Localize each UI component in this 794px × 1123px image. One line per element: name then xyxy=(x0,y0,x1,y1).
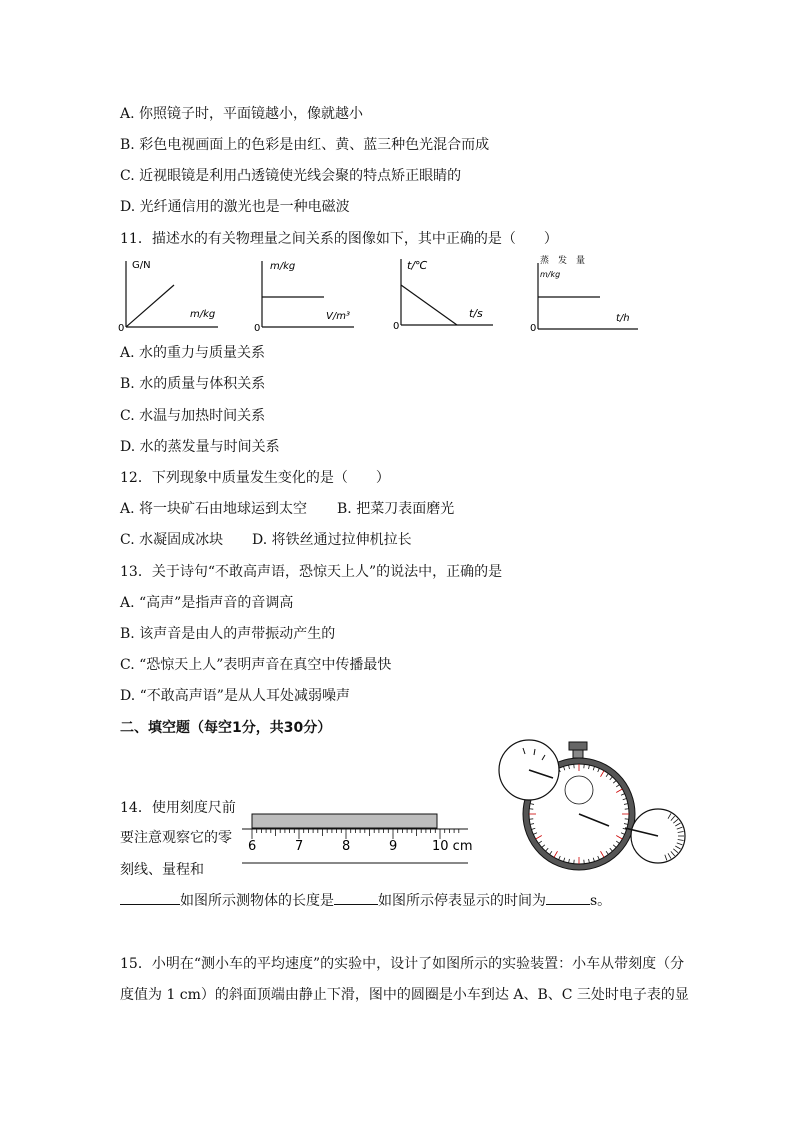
q14-text-1: 如图所示测物体的长度是 xyxy=(180,893,334,909)
graph2-x-label: V/m³ xyxy=(326,311,350,322)
graph4-origin: 0 xyxy=(530,323,537,334)
q13-option-c: C. “恐惊天上人”表明声音在真空中传播最快 xyxy=(120,657,392,673)
graph3-origin: 0 xyxy=(393,321,400,332)
graph4-y-label: 蒸 发 量 xyxy=(540,256,586,266)
q12-option-a: A. 将一块矿石由地球运到太空 xyxy=(120,501,308,517)
graph1-line xyxy=(126,285,174,327)
q15-line-2: 度值为 1 cm）的斜面顶端由静止下滑，图中的圆圈是小车到达 A、B、C 三处时电子表的显 xyxy=(120,987,689,1003)
q12-stem: 12．下列现象中质量发生变化的是（ ） xyxy=(120,470,390,486)
graph-mass-volume xyxy=(254,255,364,339)
q14-text-2: 如图所示停表显示的时间为 xyxy=(378,893,546,909)
q12-option-b: B. 把菜刀表面磨光 xyxy=(337,501,455,517)
measured-object xyxy=(252,814,437,828)
q13-option-a: A. “高声”是指声音的音调高 xyxy=(120,595,294,611)
blank-1[interactable] xyxy=(120,892,180,905)
q11-stem: 11．描述水的有关物理量之间关系的图像如下，其中正确的是（ ） xyxy=(120,231,558,247)
blank-2[interactable] xyxy=(334,892,378,905)
blank-3[interactable] xyxy=(546,892,590,905)
ruler-label-8: 8 xyxy=(342,839,351,854)
q10-option-a: A. 你照镜子时，平面镜越小，像就越小 xyxy=(120,106,364,122)
q14-line-2: 要注意观察它的零 xyxy=(120,830,232,846)
q14-text-3: s。 xyxy=(590,893,612,909)
q12-option-c: C. 水凝固成冰块 xyxy=(120,532,224,548)
ruler-label-9: 9 xyxy=(389,839,398,854)
q10-option-c: C. 近视眼镜是利用凸透镜使光线会聚的特点矫正眼睛的 xyxy=(120,168,462,184)
q13-option-b: B. 该声音是由人的声带振动产生的 xyxy=(120,626,336,642)
q11-option-d: D. 水的蒸发量与时间关系 xyxy=(120,439,280,455)
graph4-y-label-sub: m/kg xyxy=(540,270,561,279)
ruler-label-7: 7 xyxy=(295,839,304,854)
graph-gravity-mass xyxy=(118,255,228,339)
q11-option-b: B. 水的质量与体积关系 xyxy=(120,376,266,392)
ruler-figure xyxy=(236,808,486,872)
graph3-x-label: t/s xyxy=(469,307,483,320)
graph2-origin: 0 xyxy=(254,323,261,334)
q14-answer-line xyxy=(120,890,611,910)
q14-line-1: 14．使用刻度尺前 xyxy=(120,800,236,816)
graph1-y-label: G/N xyxy=(132,260,151,271)
graph2-y-label: m/kg xyxy=(270,261,296,272)
graph3-y-label: t/℃ xyxy=(407,259,428,272)
stopwatch-figure xyxy=(495,738,690,877)
q11-option-c: C. 水温与加热时间关系 xyxy=(120,408,266,424)
q13-option-d: D. “不敢高声语”是从人耳处减弱噪声 xyxy=(120,688,350,704)
q14-line-3: 刻线、量程和 xyxy=(120,862,204,878)
q10-option-b: B. 彩色电视画面上的色彩是由红、黄、蓝三种色光混合而成 xyxy=(120,137,490,153)
graph3-line xyxy=(401,285,457,325)
ruler-label-10: 10 cm xyxy=(432,839,473,854)
graph1-x-label: m/kg xyxy=(190,309,216,320)
section-fill-in-title: 二、填空题（每空1分，共30分） xyxy=(120,720,332,736)
graph4-x-label: t/h xyxy=(616,313,630,324)
q15-line-1: 15．小明在“测小车的平均速度”的实验中，设计了如图所示的实验装置：小车从带刻度（分 xyxy=(120,956,685,972)
q11-option-a: A. 水的重力与质量关系 xyxy=(120,345,266,361)
q12-option-d: D. 将铁丝通过拉伸机拉长 xyxy=(252,532,412,548)
graph-evaporation-time xyxy=(530,253,650,339)
q10-option-d: D. 光纤通信用的激光也是一种电磁波 xyxy=(120,199,350,215)
q13-stem: 13．关于诗句“不敢高声语，恐惊天上人”的说法中，正确的是 xyxy=(120,564,503,580)
ruler-label-6: 6 xyxy=(248,839,257,854)
graph1-origin: 0 xyxy=(118,323,125,334)
graph-temp-time xyxy=(393,253,503,339)
